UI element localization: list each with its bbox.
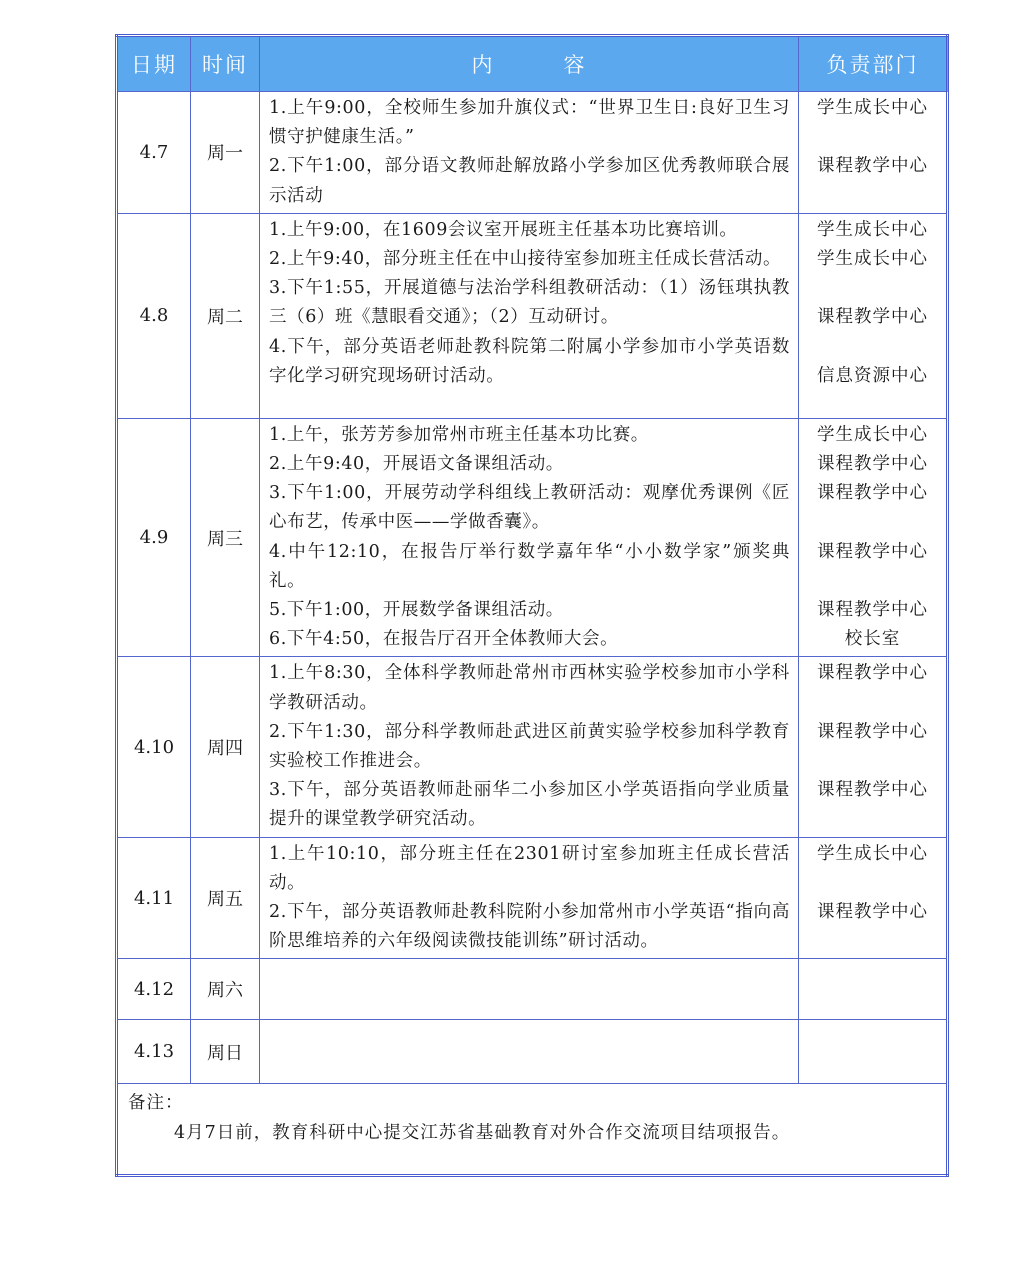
row-date: 4.9 bbox=[117, 418, 191, 657]
dept-item bbox=[799, 689, 946, 718]
content-item: 2.下午1:30，部分科学教师赴武进区前黄实验学校参加科学教育实验校工作推进会。 bbox=[269, 721, 790, 772]
row-dept bbox=[799, 1020, 948, 1084]
content-item: 4.下午，部分英语老师赴教科院第二附属小学参加市小学英语数字化学习研究现场研讨活动。 bbox=[269, 336, 790, 386]
content-item: 3.下午1:00，开展劳动学科组线上教研活动：观摩优秀课例《匠心布艺，传承中医——学做香囊》。 bbox=[269, 483, 790, 533]
dept-item bbox=[799, 747, 946, 776]
row-dept bbox=[799, 837, 948, 959]
content-item: 4.中午12:10，在报告厅举行数学嘉年华“小小数学家”颁奖典礼。 bbox=[269, 541, 790, 591]
row-date: 4.7 bbox=[117, 92, 191, 214]
content-item: 2.下午，部分英语教师赴教科院附小参加常州市小学英语“指向高阶思维培养的六年级阅读微技能训练”研讨活动。 bbox=[269, 902, 790, 952]
dept-item: 课程教学中心 bbox=[817, 663, 928, 684]
dept-item: 课程教学中心 bbox=[817, 454, 928, 474]
content-item: 3.下午1:55，开展道德与法治学科组教研活动：（1）汤钰琪执教三（6）班《慧眼看交通》；（2）互动研讨。 bbox=[269, 278, 790, 328]
row-day: 周三 bbox=[191, 418, 260, 657]
row-date: 4.12 bbox=[117, 959, 191, 1020]
dept-item: 课程教学中心 bbox=[817, 307, 928, 328]
row-content bbox=[260, 92, 799, 214]
dept-item: 学生成长中心 bbox=[817, 249, 928, 269]
row-content bbox=[260, 959, 799, 1020]
schedule-row bbox=[117, 92, 948, 214]
dept-item: 学生成长中心 bbox=[817, 98, 928, 118]
notes-text: 4月7日前，教育科研中心提交江苏省基础教育对外合作交流项目结项报告。 bbox=[174, 1123, 791, 1144]
row-day: 周六 bbox=[191, 959, 260, 1020]
dept-item: 学生成长中心 bbox=[817, 424, 928, 445]
dept-item bbox=[799, 508, 946, 537]
row-day: 周日 bbox=[191, 1020, 260, 1084]
schedule-row bbox=[117, 959, 948, 1020]
schedule-table bbox=[115, 34, 949, 1177]
row-date: 4.13 bbox=[117, 1020, 191, 1084]
dept-item bbox=[799, 123, 946, 152]
row-date: 4.8 bbox=[117, 213, 191, 418]
row-day: 周一 bbox=[191, 92, 260, 214]
header-time: 时间 bbox=[191, 36, 260, 92]
row-dept bbox=[799, 418, 948, 657]
dept-item: 课程教学中心 bbox=[817, 541, 928, 562]
header-content: 内 容 bbox=[260, 36, 799, 92]
row-content bbox=[260, 213, 799, 418]
dept-item: 课程教学中心 bbox=[817, 483, 928, 504]
row-content bbox=[260, 657, 799, 837]
content-item: 3.下午，部分英语教师赴丽华二小参加区小学英语指向学业质量提升的课堂教学研究活动。 bbox=[269, 780, 790, 830]
notes-label: 备注： bbox=[128, 1093, 184, 1114]
row-date: 4.11 bbox=[117, 837, 191, 959]
dept-item: 课程教学中心 bbox=[817, 156, 928, 177]
row-content bbox=[260, 1020, 799, 1084]
content-item: 1.上午9:00，全校师生参加升旗仪式：“世界卫生日:良好卫生习惯守护健康生活。” bbox=[269, 98, 790, 148]
dept-item: 校长室 bbox=[844, 629, 901, 650]
dept-item bbox=[799, 869, 946, 898]
dept-item: 学生成长中心 bbox=[817, 219, 928, 240]
schedule-row bbox=[117, 418, 948, 657]
dept-item: 信息资源中心 bbox=[817, 365, 928, 386]
content-item: 1.上午8:30，全体科学教师赴常州市西林实验学校参加市小学科学教研活动。 bbox=[269, 663, 790, 713]
dept-item bbox=[799, 274, 946, 303]
content-item: 2.上午9:40，开展语文备课组活动。 bbox=[269, 454, 564, 475]
row-date: 4.10 bbox=[117, 657, 191, 837]
content-item: 6.下午4:50，在报告厅召开全体教师大会。 bbox=[269, 629, 619, 650]
row-content bbox=[260, 837, 799, 959]
schedule-body bbox=[117, 92, 948, 1084]
dept-item: 课程教学中心 bbox=[817, 599, 928, 620]
dept-item: 课程教学中心 bbox=[817, 902, 928, 923]
content-item: 5.下午1:00，开展数学备课组活动。 bbox=[269, 600, 564, 621]
dept-item: 课程教学中心 bbox=[817, 721, 928, 742]
header-row bbox=[117, 36, 948, 92]
row-content bbox=[260, 418, 799, 657]
content-item: 1.上午10:10，部分班主任在2301研讨室参加班主任成长营活动。 bbox=[269, 843, 790, 893]
schedule-row bbox=[117, 837, 948, 959]
schedule-row bbox=[117, 1020, 948, 1084]
row-dept bbox=[799, 959, 948, 1020]
row-dept bbox=[799, 657, 948, 837]
content-item: 2.上午9:40，部分班主任在中山接待室参加班主任成长营活动。 bbox=[269, 249, 782, 270]
header-date: 日期 bbox=[117, 36, 191, 92]
notes-cell bbox=[117, 1084, 948, 1176]
dept-item: 课程教学中心 bbox=[817, 780, 928, 801]
schedule-row bbox=[117, 657, 948, 837]
row-dept bbox=[799, 92, 948, 214]
content-item: 1.上午，张芳芳参加常州市班主任基本功比赛。 bbox=[269, 424, 649, 445]
dept-item: 学生成长中心 bbox=[817, 843, 928, 864]
schedule-row bbox=[117, 213, 948, 418]
row-dept bbox=[799, 213, 948, 418]
row-day: 周二 bbox=[191, 213, 260, 418]
dept-item bbox=[799, 567, 946, 596]
row-day: 周五 bbox=[191, 837, 260, 959]
notes-row bbox=[117, 1084, 948, 1176]
content-item: 1.上午9:00，在1609会议室开展班主任基本功比赛培训。 bbox=[269, 219, 738, 240]
row-day: 周四 bbox=[191, 657, 260, 837]
dept-item bbox=[799, 333, 946, 362]
header-dept: 负责部门 bbox=[799, 36, 948, 92]
content-item: 2.下午1:00，部分语文教师赴解放路小学参加区优秀教师联合展示活动 bbox=[269, 156, 790, 206]
